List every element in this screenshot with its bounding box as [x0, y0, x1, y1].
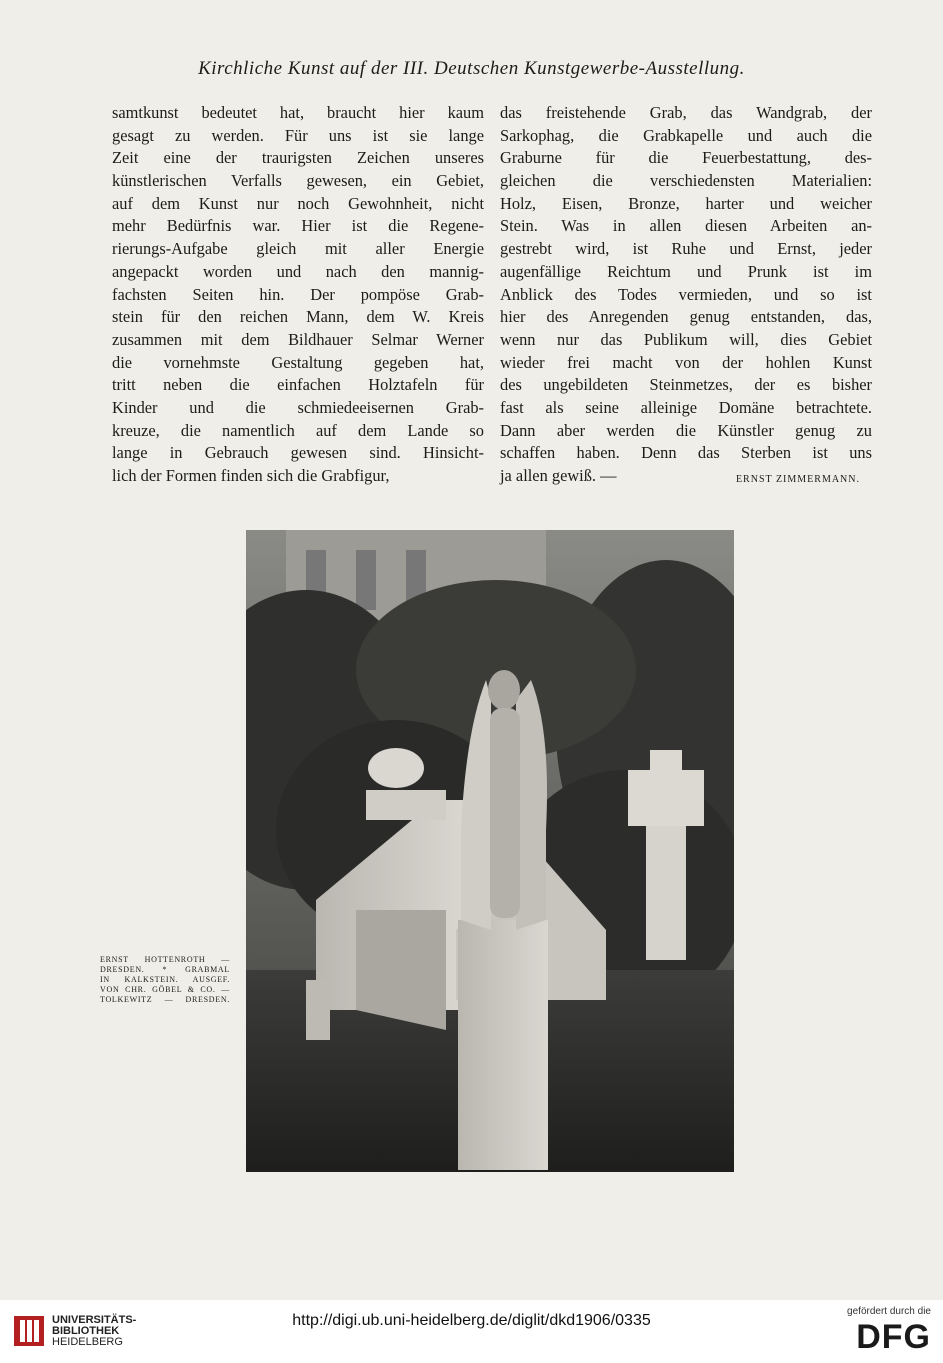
text-line: stein für den reichen Mann, dem W. Kreis	[112, 307, 484, 327]
library-name-line-2: BIBLIOTHEK	[52, 1324, 120, 1337]
left-text-column	[112, 102, 484, 488]
text-line: auf dem Kunst nur noch Gewohnheit, nicht	[112, 193, 484, 213]
right-text-column	[500, 102, 872, 492]
text-line: Stein. Was in allen diesen Arbeiten an-	[500, 216, 872, 236]
text-line: lich der Formen finden sich die Grabfigur,	[112, 466, 390, 485]
library-name-line-3: HEIDELBERG	[52, 1335, 123, 1348]
text-line: künstlerischen Verfalls gewesen, ein Gebiet,	[112, 171, 484, 191]
text-line: samtkunst bedeutet hat, braucht hier kaum	[112, 103, 484, 122]
caption-line: DRESDEN. * GRABMAL	[100, 965, 230, 974]
running-head: Kirchliche Kunst auf der III. Deutschen Kunstgewerbe-Ausstellung.	[198, 58, 745, 79]
grave-monument-photograph	[246, 530, 734, 1172]
text-line: rierungs-Aufgabe gleich mit aller Energie	[112, 239, 484, 259]
text-line: Zeit eine der traurigsten Zeichen unseres	[112, 148, 484, 168]
text-line: fachsten Seiten hin. Der pompöse Grab-	[112, 284, 484, 304]
caption-line: ERNST HOTTENROTH —	[100, 955, 230, 964]
text-line: Anblick des Todes vermieden, und so ist	[500, 284, 872, 304]
text-line: wieder frei macht von der hohlen Kunst	[500, 352, 872, 372]
text-line: augenfällige Reichtum und Prunk ist im	[500, 261, 872, 281]
text-line: Holz, Eisen, Bronze, harter und weicher	[500, 193, 872, 213]
text-line: gleichen die verschiedensten Materialien:	[500, 171, 872, 191]
dfg-wordmark: DFG	[856, 1318, 931, 1356]
text-line: Sarkophag, die Grabkapelle und auch die	[500, 125, 872, 145]
text-line: fast als seine alleinige Domäne betrachtete.	[500, 397, 872, 417]
text-line: die vornehmste Gestaltung gegeben hat,	[112, 352, 484, 372]
photo-illustration	[246, 530, 734, 1172]
text-line: zusammen mit dem Bildhauer Selmar Werner	[112, 329, 484, 349]
text-line: wenn nur das Publikum will, dies Gebiet	[500, 329, 872, 349]
text-line: schaffen haben. Denn das Sterben ist uns	[500, 443, 872, 463]
text-line: gestrebt wird, ist Ruhe und Ernst, jeder	[500, 239, 872, 259]
text-line: hier des Anregenden genug entstanden, das,	[500, 307, 872, 327]
closing-line: ja allen gewiß. —	[500, 466, 617, 485]
text-line: Kinder und die schmiedeeisernen Grab-	[112, 397, 484, 417]
text-line: gesagt zu werden. Für uns ist sie lange	[112, 125, 484, 145]
funder-logo[interactable]	[847, 1306, 931, 1357]
caption-line: IN KALKSTEIN. AUSGEF.	[100, 975, 230, 984]
text-line: des ungebildeten Steinmetzes, der es bisher	[500, 375, 872, 395]
source-url-link[interactable]: http://digi.ub.uni-heidelberg.de/diglit/dkd1906/0335	[292, 1312, 651, 1329]
caption-line: TOLKEWITZ — DRESDEN.	[100, 995, 230, 1004]
text-line: mehr Bedürfnis war. Hier ist die Regene-	[112, 216, 484, 236]
text-line: tritt neben die einfachen Holztafeln für	[112, 375, 484, 395]
funding-note: gefördert durch die	[847, 1306, 931, 1317]
text-line: angepackt worden und nach den mannig-	[112, 261, 484, 281]
text-line: lange in Gebrauch gewesen sind. Hinsicht-	[112, 443, 484, 463]
text-line: kreuze, die namentlich auf dem Lande so	[112, 420, 484, 440]
text-line: Graburne für die Feuerbestattung, des-	[500, 148, 872, 168]
closing-row	[500, 465, 872, 492]
text-line: Dann aber werden die Künstler genug zu	[500, 420, 872, 440]
library-name-line-1: UNIVERSITÄTS-	[52, 1313, 137, 1326]
footer-bar	[0, 1300, 943, 1363]
photo-caption	[100, 955, 230, 1005]
caption-line: VON CHR. GÖBEL & CO. —	[100, 985, 230, 994]
author-signature: ERNST ZIMMERMANN.	[735, 474, 860, 485]
text-line: das freistehende Grab, das Wandgrab, der	[500, 103, 872, 122]
